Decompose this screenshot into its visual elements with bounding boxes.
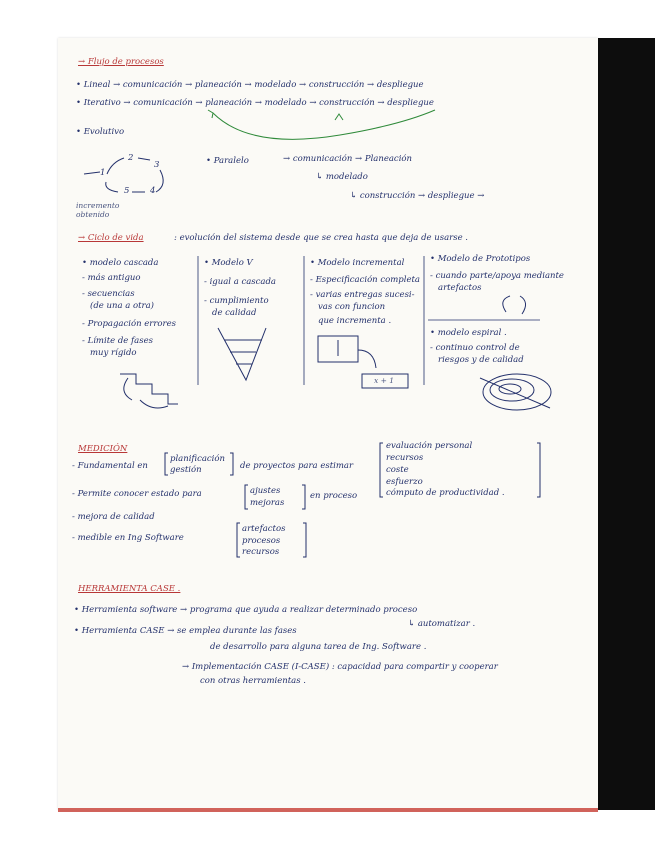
bracket-estimar-right bbox=[537, 443, 540, 497]
estimar-item: evaluación personal bbox=[386, 441, 473, 451]
paralelo-line-3: ↳ construcción → despliegue → bbox=[350, 191, 485, 201]
paralelo-line-1: → comunicación → Planeación bbox=[283, 154, 413, 164]
bracket-ajustes-right bbox=[302, 485, 305, 509]
medicion-gestion: gestión bbox=[170, 465, 202, 475]
medicion-line-1a: - Fundamental en bbox=[72, 461, 148, 471]
case-line-1b: ↳ automatizar . bbox=[408, 619, 476, 629]
cycle-num-1: 1 bbox=[100, 168, 106, 178]
spiral-diagram bbox=[480, 374, 551, 410]
medible-item: procesos bbox=[242, 536, 281, 546]
medicion-line-1b: de proyectos para estimar bbox=[240, 461, 354, 471]
line-lineal: • Lineal → comunicación → planeación → modelado → construcción → despliegue bbox=[76, 80, 424, 90]
espiral-item: - continuo control de bbox=[430, 343, 520, 353]
prototype-cycle-diagram bbox=[503, 296, 526, 314]
estimar-item: recursos bbox=[386, 453, 424, 463]
modelo-v-item: de calidad bbox=[212, 308, 257, 318]
medicion-line-4: - medible en Ing Software bbox=[72, 533, 184, 543]
case-line-5: con otras herramientas . bbox=[200, 676, 307, 686]
cycle-num-3: 3 bbox=[154, 160, 160, 170]
line-paralelo: • Paralelo bbox=[206, 156, 249, 166]
incremental-item: - varias entregas sucesi- bbox=[310, 290, 415, 300]
estimar-item: esfuerzo bbox=[386, 477, 423, 487]
heading-case: HERRAMIENTA CASE . bbox=[78, 584, 181, 594]
waterfall-diagram bbox=[120, 374, 178, 408]
cascada-item: - Límite de fases bbox=[82, 336, 154, 346]
medible-item: artefactos bbox=[242, 524, 286, 534]
espiral-title: • modelo espiral . bbox=[430, 328, 507, 338]
bracket-medible-right bbox=[303, 523, 306, 557]
case-line-1: • Herramienta software → programa que ayuda a realizar determinado proceso bbox=[74, 605, 418, 615]
ciclo-definition: : evolución del sistema desde que se crea hasta que deja de usarse . bbox=[174, 233, 469, 243]
cycle-num-4: 4 bbox=[150, 186, 156, 196]
medicion-line-2a: - Permite conocer estado para bbox=[72, 489, 202, 499]
cascada-item: (de una a otra) bbox=[90, 301, 154, 311]
bracket-medible-left bbox=[237, 523, 240, 557]
modelo-v-title: • Modelo V bbox=[204, 258, 253, 268]
incremental-box-label: x + 1 bbox=[374, 376, 395, 385]
prototipos-item: - cuando parte/apoya mediante bbox=[430, 271, 564, 281]
medible-item: recursos bbox=[242, 547, 280, 557]
medicion-ajustes: ajustes bbox=[250, 486, 281, 496]
bracket-estimar-left bbox=[380, 443, 383, 497]
cycle-num-5: 5 bbox=[124, 186, 130, 196]
medicion-planificacion: planificación bbox=[170, 454, 225, 464]
v-model-diagram bbox=[218, 328, 266, 380]
incremental-diagram bbox=[318, 336, 408, 388]
incremental-item: que incrementa . bbox=[318, 316, 392, 326]
cycle-num-2: 2 bbox=[128, 153, 134, 163]
incremento-label-1: incremento bbox=[76, 201, 120, 210]
case-line-2: • Herramienta CASE → se emplea durante las fases bbox=[74, 626, 297, 636]
cascada-item: - más antiguo bbox=[82, 273, 141, 283]
bracket-planificacion-right bbox=[230, 453, 233, 475]
case-line-4: → Implementación CASE (I-CASE) : capacidad para compartir y cooperar bbox=[182, 662, 498, 672]
espiral-item: riesgos y de calidad bbox=[438, 355, 524, 365]
cascada-item: muy rígido bbox=[90, 348, 137, 358]
bracket-planificacion-left bbox=[165, 453, 168, 475]
iteration-loop-arrow bbox=[213, 110, 435, 139]
cascada-title: • modelo cascada bbox=[82, 258, 159, 268]
incremental-title: • Modelo incremental bbox=[310, 258, 405, 268]
line-evolutivo: • Evolutivo bbox=[76, 127, 125, 137]
heading-ciclo: → Ciclo de vida bbox=[78, 233, 144, 243]
incremento-label-2: obtenido bbox=[76, 210, 110, 219]
paralelo-line-2: ↳ modelado bbox=[316, 172, 368, 182]
estimar-item: coste bbox=[386, 465, 409, 475]
heading-flujo: → Flujo de procesos bbox=[78, 57, 164, 67]
line-iterativo: • Iterativo → comunicación → planeación → modelado → construcción → despliegue bbox=[76, 98, 434, 108]
cascada-item: - Propagación errores bbox=[82, 319, 176, 329]
incremental-item: vas con funcion bbox=[318, 302, 386, 312]
medicion-line-2b: en proceso bbox=[310, 491, 358, 501]
cascada-item: - secuencias bbox=[82, 289, 135, 299]
heading-medicion: MEDICIÓN bbox=[78, 444, 128, 454]
estimar-item: cómputo de productividad . bbox=[386, 488, 505, 498]
prototipos-item: artefactos bbox=[438, 283, 482, 293]
modelo-v-item: - cumplimiento bbox=[204, 296, 269, 306]
incremental-item: - Especificación completa bbox=[310, 275, 420, 285]
bracket-ajustes-left bbox=[245, 485, 248, 509]
medicion-line-3: - mejora de calidad bbox=[72, 512, 155, 522]
medicion-mejoras: mejoras bbox=[250, 498, 285, 508]
prototipos-title: • Modelo de Prototipos bbox=[430, 254, 531, 264]
modelo-v-item: - igual a cascada bbox=[204, 277, 276, 287]
case-line-3: de desarrollo para alguna tarea de Ing. Software . bbox=[210, 642, 427, 652]
